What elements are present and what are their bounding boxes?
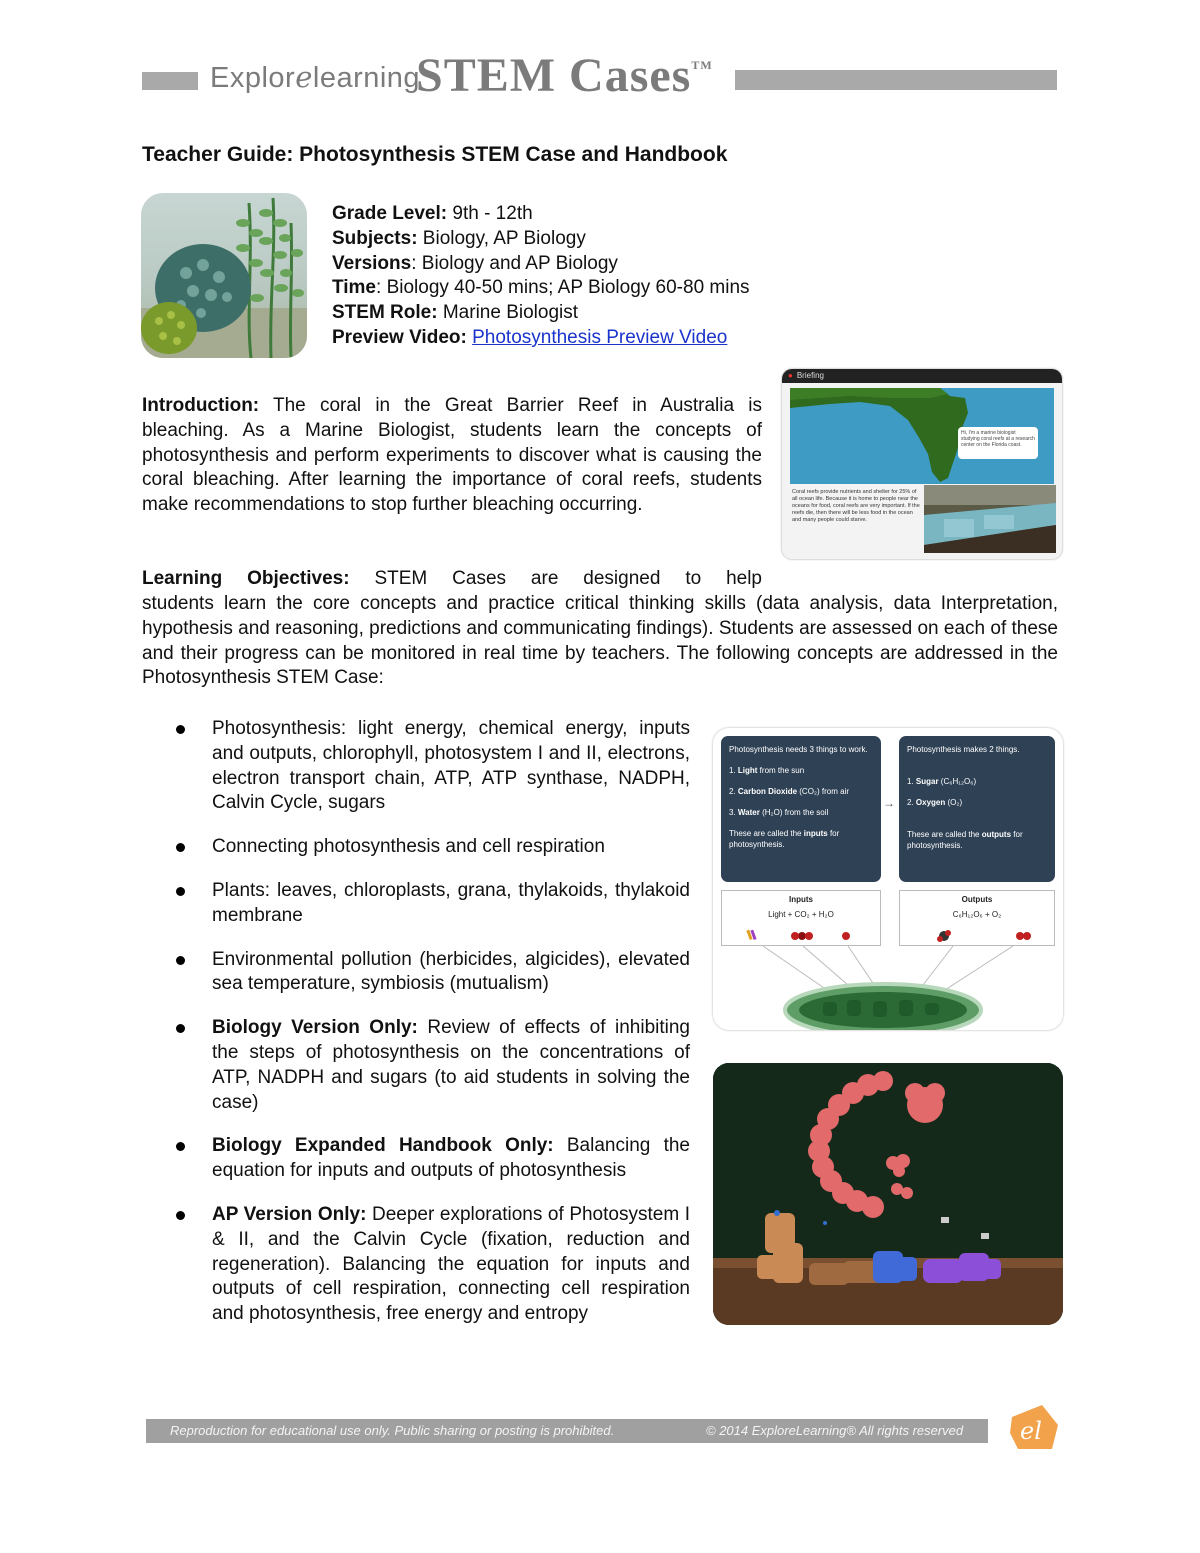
footer-bar — [146, 1419, 988, 1443]
el-logo-icon — [1008, 1403, 1062, 1453]
concept-list — [170, 717, 690, 1346]
outputs-equation-box — [899, 890, 1055, 946]
outputs-panel — [899, 736, 1055, 882]
stem-cases-logo: STEM Cases™ — [416, 49, 713, 102]
outputs-equation-title: Outputs — [961, 895, 993, 904]
svg-text:el: el — [1020, 1417, 1042, 1445]
list-item: Plants: leaves, chloroplasts, grana, thylakoids, thylakoid membrane — [170, 879, 690, 929]
inputs-equation: Light + CO₂ + H₂O — [768, 910, 834, 919]
stem-role: STEM Role: Marine Biologist — [332, 302, 579, 324]
output-item-sugar: 1. Sugar (C₆H₁₂O₆) — [907, 777, 977, 786]
preview-video: Preview Video: Photosynthesis Preview Video — [332, 326, 728, 348]
output-item-oxygen: 2. Oxygen (O₂) — [907, 798, 963, 807]
input-molecules-icon — [742, 929, 872, 943]
output-molecules-icon — [920, 929, 1050, 943]
inputs-footer: These are called the inputs for photosynthesis. — [729, 829, 840, 849]
briefing-title-bar: ● Briefing — [782, 369, 1062, 383]
photosystem-molecular-image — [713, 1063, 1063, 1325]
list-item: Connecting photosynthesis and cell respiration — [170, 835, 690, 860]
briefing-screenshot — [782, 369, 1062, 559]
arrow-right-icon: → — [883, 796, 895, 810]
inputs-outputs-diagram — [713, 728, 1063, 1030]
chloroplast-image — [713, 946, 1063, 1030]
list-item: AP Version Only: Deeper explorations of Photosystem I & II, and the Calvin Cycle (fixation, reduction and regeneration). Balancing the equation for inputs and outputs of cell respiration, connecting cell respiration and photosynthesis, free energy and entropy — [170, 1203, 690, 1327]
preview-video-link[interactable]: Photosynthesis Preview Video — [472, 326, 728, 348]
input-item-co2: 2. Carbon Dioxide (CO₂) from air — [729, 787, 850, 796]
input-item-light: 1. Light from the sun — [729, 766, 805, 775]
header-bar-left — [142, 72, 198, 90]
time: Time: Biology 40-50 mins; AP Biology 60-80 mins — [332, 277, 750, 299]
case-metadata — [332, 202, 750, 351]
lab-photo — [924, 485, 1056, 553]
list-item: Photosynthesis: light energy, chemical energy, inputs and outputs, chlorophyll, photosystem I and II, electrons, electron transport chain, ATP, ATP synthase, NADPH, Calvin Cycle, sugars — [170, 717, 690, 816]
list-item: Biology Version Only: Review of effects of inhibiting the steps of photosynthesis on the concentrations of ATP, NADPH and sugars (to aid students in solving the case) — [170, 1016, 690, 1115]
inputs-panel-title: Photosynthesis needs 3 things to work. — [729, 745, 868, 754]
outputs-panel-title: Photosynthesis makes 2 things. — [907, 745, 1020, 754]
coral-thumbnail-image — [141, 193, 307, 358]
briefing-speech-bubble: Hi, I'm a marine biologist studying coral reefs at a research center on the Florida coast. — [958, 427, 1038, 459]
learning-objectives-paragraph: students learn the core concepts and practice critical thinking skills (data analysis, data Interpretation, hypothesis and reasoning, predictions and communicating findings). Students are assessed on each of these and their progress can be monitored in real time by teachers. The following concepts are addressed in the Photosynthesis STEM Case: — [142, 593, 1058, 689]
briefing-text: Coral reefs provide nutrients and shelter for 25% of all ocean life. Because it is home to people near the oceans for food, coral reefs are very important. If the reefs die, then there will be less food in the ocean and many people could starve. — [792, 489, 920, 523]
page-title: Teacher Guide: Photosynthesis STEM Case and Handbook — [142, 143, 728, 166]
inputs-equation-box — [721, 890, 881, 946]
versions: Versions: Biology and AP Biology — [332, 252, 618, 274]
list-item: Biology Expanded Handbook Only: Balancing the equation for inputs and outputs of photosynthesis — [170, 1134, 690, 1184]
list-item: Environmental pollution (herbicides, algicides), elevated sea temperature, symbiosis (mutualism) — [170, 948, 690, 998]
outputs-footer: These are called the outputs for photosynthesis. — [907, 830, 1023, 850]
explorelearning-logo: Explorelearning — [210, 60, 421, 94]
input-item-water: 3. Water (H₂O) from the soil — [729, 808, 829, 817]
outputs-equation: C₆H₁₂O₆ + O₂ — [952, 910, 1002, 919]
grade-level: Grade Level: 9th - 12th — [332, 203, 533, 224]
header-bar-right — [735, 70, 1057, 90]
learning-objectives-heading: Learning Objectives: STEM Cases are designed to help — [142, 568, 762, 589]
subjects: Subjects: Biology, AP Biology — [332, 227, 586, 249]
inputs-panel — [721, 736, 881, 882]
inputs-equation-title: Inputs — [789, 895, 813, 904]
footer-copyright: © 2014 ExploreLearning® All rights reserved — [706, 1423, 964, 1438]
introduction-paragraph: Introduction: The coral in the Great Barrier Reef in Australia is bleaching. As a Marine Biologist, students learn the concepts of photosynthesis and perform experiments to discover what is causing the coral bleaching. After learning the importance of coral reefs, students make recommendations to stop further bleaching occurring. — [142, 395, 762, 516]
footer-usage-notice: Reproduction for educational use only. Public sharing or posting is prohibited. — [170, 1423, 615, 1438]
